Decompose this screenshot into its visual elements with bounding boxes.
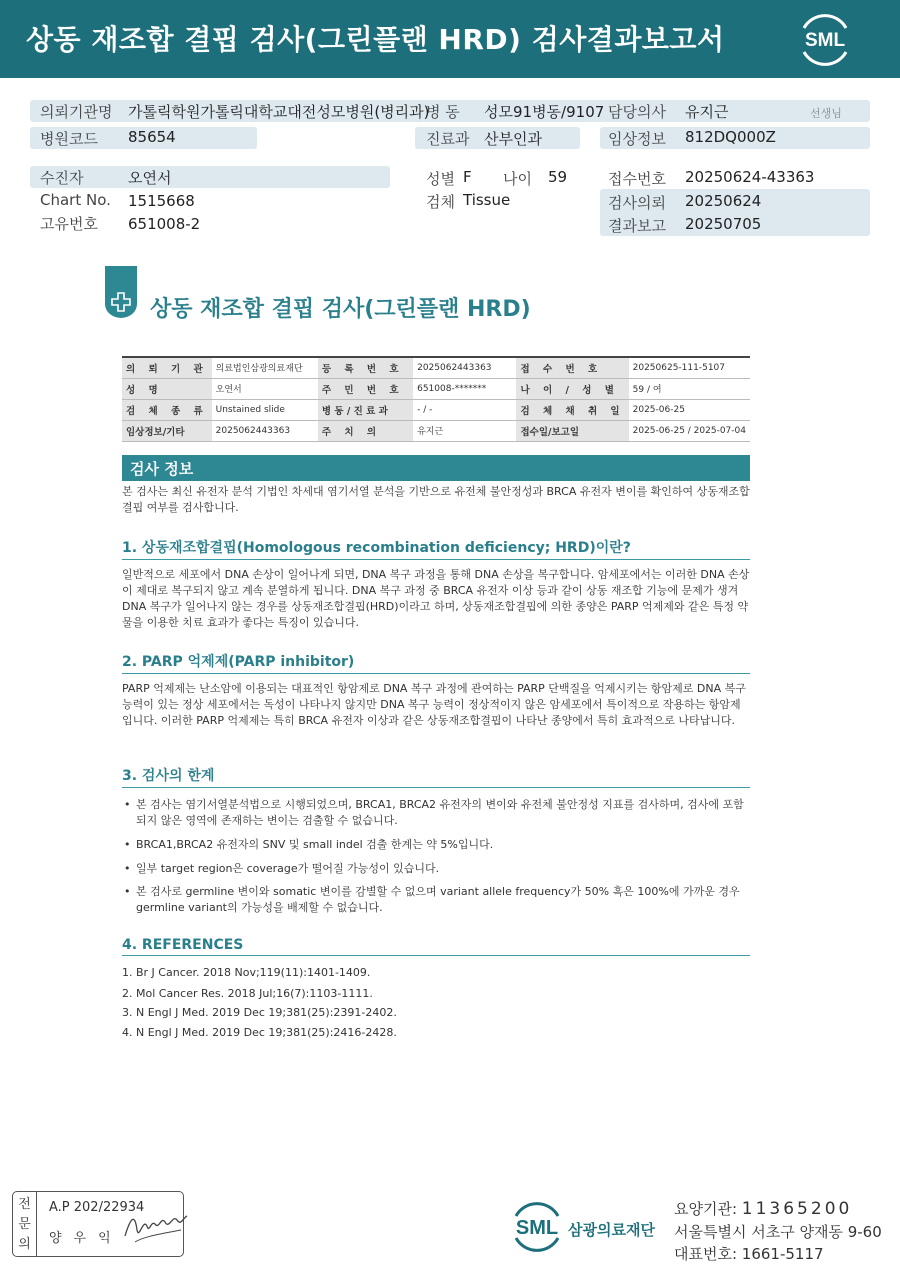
doctor-suffix: 선생님 (810, 107, 842, 120)
unique-label: 고유번호 (40, 215, 98, 233)
physician-stamp (12, 1191, 184, 1257)
reference-item: 2. Mol Cancer Res. 2018 Jul;16(7):1103-1111. (122, 987, 373, 1000)
section-bar (122, 455, 750, 481)
patient-label: 수진자 (40, 169, 84, 187)
heading-parp: 2. PARP 억제제(PARP inhibitor) (122, 651, 750, 674)
request-value: 20250624 (685, 192, 762, 210)
phone-line (674, 1243, 824, 1264)
clinical-label: 임상정보 (608, 130, 666, 148)
phone-label: 대표번호: (674, 1245, 738, 1263)
stamp-side-label (13, 1192, 37, 1256)
table-header-cell: 의 뢰 기 관 (122, 357, 212, 378)
request-label: 검사의뢰 (608, 194, 666, 212)
report-title: 상동 재조합 결핍 검사(그린플랜 HRD) 검사결과보고서 (26, 23, 725, 56)
report-date-label: 결과보고 (608, 217, 666, 235)
heading-limitations: 3. 검사의 한계 (122, 765, 750, 788)
patient-info-table (122, 356, 750, 442)
hospital-code-label: 병원코드 (40, 130, 98, 148)
receipt-label: 접수번호 (608, 170, 666, 188)
table-header-cell: 주 민 번 호 (318, 378, 413, 399)
sml-logo-icon (796, 12, 854, 66)
report-date-value: 20250705 (685, 215, 762, 233)
stamp-side-char: 전 (18, 1197, 31, 1212)
paragraph-parp: PARP 억제제는 난소암에 이용되는 대표적인 항암제로 DNA 복구 과정에 관여하는 PARP 단백질을 억제시키는 항암제로 DNA 복구 능력이 있는 정상 세포에서는 독성이 나타나지 않지만 DNA 복구 능력이 정상적이지 않은 암세포에서 특이적으로 작용하는 항암제입니다. 이러한 PARP 억제제는 특히 BRCA 유전자 이상과 같은 상동재조합결핍이 나타난 종양에서 특히 효과적으로 나타납니다. (122, 682, 746, 727)
table-cell: 59 / 여 (629, 378, 750, 399)
unique-value: 651008-2 (128, 215, 201, 233)
care-institution-line (674, 1198, 852, 1219)
receipt-value: 20250624-43363 (685, 168, 815, 186)
dept-label: 진료과 (426, 130, 470, 148)
table-header-cell: 검 체 채 취 일 (516, 399, 628, 420)
table-header-cell: 임상정보/기타 (122, 420, 212, 441)
table-row (122, 399, 750, 420)
sex-label: 성별 (426, 170, 455, 188)
reference-item: 1. Br J Cancer. 2018 Nov;119(11):1401-1409. (122, 966, 371, 979)
stamp-side-char: 문 (18, 1217, 31, 1232)
table-cell: 20250625-111-5107 (629, 357, 750, 378)
age-value: 59 (548, 168, 568, 186)
sex-value: F (463, 168, 472, 186)
specimen-value: Tissue (463, 191, 511, 209)
institution-label: 의뢰기관명 (40, 103, 113, 121)
sml-logo-text: SML (804, 30, 846, 51)
table-row (122, 357, 750, 378)
report-emblem-icon (105, 266, 137, 318)
clinical-value: 812DQ000Z (685, 128, 776, 146)
heading-references: 4. REFERENCES (122, 937, 750, 956)
institution-value: 가톨릭학원가톨릭대학교대전성모병원(병리과) (128, 103, 430, 121)
stamp-side-char: 의 (18, 1237, 31, 1252)
table-header-cell: 나 이 / 성 별 (516, 378, 628, 399)
table-header-cell: 병 동 / 진 료 과 (318, 399, 413, 420)
table-header-cell: 주 치 의 (318, 420, 413, 441)
license-number: A.P 202/22934 (49, 1200, 145, 1215)
reference-item: 3. N Engl J Med. 2019 Dec 19;381(25):2391-2402. (122, 1006, 397, 1019)
table-cell: 오연서 (212, 378, 318, 399)
paragraph-hrd: 일반적으로 세포에서 DNA 손상이 일어나게 되면, DNA 복구 과정을 통해 DNA 손상을 복구합니다. 암세포에서는 이러한 DNA 손상이 제대로 복구되지 않고 계속 분열하게 됩니다. DNA 복구 과정 중 BRCA 유전자 이상 등과 같이 상동 재조합 기능에 문제가 생겨 DNA 복구가 일어나지 않는 경우를 상동재조합결핍(HRD)이라고 하며, 상동재조합결핍에 의한 종양은 PARP 억제제와 같은 특정 약물을 이용한 치료 효과가 좋다는 특징이 있습니다. (122, 568, 750, 629)
patient-value: 오연서 (128, 169, 172, 187)
table-cell: - / - (413, 399, 516, 420)
care-value: 11365200 (741, 1199, 853, 1219)
address: 서울특별시 서초구 양재동 9-60 (674, 1223, 882, 1241)
doctor-label: 담당의사 (608, 103, 666, 121)
list-item: • 본 검사로 germline 변이와 somatic 변이를 감별할 수 없으며 variant allele frequency가 50% 혹은 100%에 가까운 경우 germline variant의 가능성을 배제할 수 없습니다. (124, 884, 750, 916)
ward-label: 병 동 (426, 103, 460, 121)
care-label: 요양기관: (674, 1200, 738, 1218)
signature-icon (121, 1206, 191, 1250)
section-title: 검사 정보 (130, 460, 194, 478)
report-header (0, 0, 900, 78)
dept-value: 산부인과 (484, 130, 542, 148)
table-row (122, 420, 750, 441)
table-cell: 2025062443363 (413, 357, 516, 378)
list-item: • 본 검사는 염기서열분석법으로 시행되었으며, BRCA1, BRCA2 유전자의 변이와 유전체 불안정성 지표를 검사하며, 검사에 포함되지 않은 영역에 존재하는 변이는 검출할 수 없습니다. (124, 797, 750, 829)
chart-label: Chart No. (40, 191, 111, 209)
sml-footer-logo-text: SML (515, 1217, 559, 1239)
list-item: • 일부 target region은 coverage가 떨어질 가능성이 있습니다. (124, 861, 750, 877)
table-header-cell: 접 수 번 호 (516, 357, 628, 378)
chart-value: 1515668 (128, 192, 195, 210)
table-cell: 유지근 (413, 420, 516, 441)
meta-band-patient (30, 166, 390, 188)
table-header-cell: 검 체 종 류 (122, 399, 212, 420)
table-cell: 2025062443363 (212, 420, 318, 441)
table-header-cell: 등 록 번 호 (318, 357, 413, 378)
physician-name: 양우익 (49, 1231, 123, 1246)
specimen-label: 검체 (426, 193, 455, 211)
table-cell: 651008-******* (413, 378, 516, 399)
report-subtitle: 상동 재조합 결핍 검사(그린플랜 HRD) (150, 297, 531, 322)
table-cell: 2025-06-25 (629, 399, 750, 420)
heading-hrd: 1. 상동재조합결핍(Homologous recombination deficiency; HRD)이란? (122, 537, 750, 560)
age-label: 나이 (503, 170, 532, 188)
org-name: 삼광의료재단 (568, 1221, 655, 1239)
doctor-value: 유지근 (685, 103, 729, 121)
table-cell: Unstained slide (212, 399, 318, 420)
table-row (122, 378, 750, 399)
phone-value: 1661-5117 (741, 1245, 824, 1263)
table-cell: 의료법인삼광의료재단 (212, 357, 318, 378)
reference-item: 4. N Engl J Med. 2019 Dec 19;381(25):2416-2428. (122, 1026, 397, 1039)
hospital-code-value: 85654 (128, 128, 176, 146)
table-cell: 2025-06-25 / 2025-07-04 (629, 420, 750, 441)
table-header-cell: 성 명 (122, 378, 212, 399)
table-header-cell: 접수일/보고일 (516, 420, 628, 441)
list-item: • BRCA1,BRCA2 유전자의 SNV 및 small indel 검출 한계는 약 5%입니다. (124, 837, 750, 853)
ward-value: 성모91병동/9107 (484, 103, 605, 121)
sml-footer-logo-icon (508, 1198, 566, 1254)
intro-paragraph: 본 검사는 최신 유전자 분석 기법인 차세대 염기서열 분석을 기반으로 유전체 불안정성과 BRCA 유전자 변이를 확인하여 상동재조합결핍 여부를 검사합니다. (122, 485, 750, 514)
